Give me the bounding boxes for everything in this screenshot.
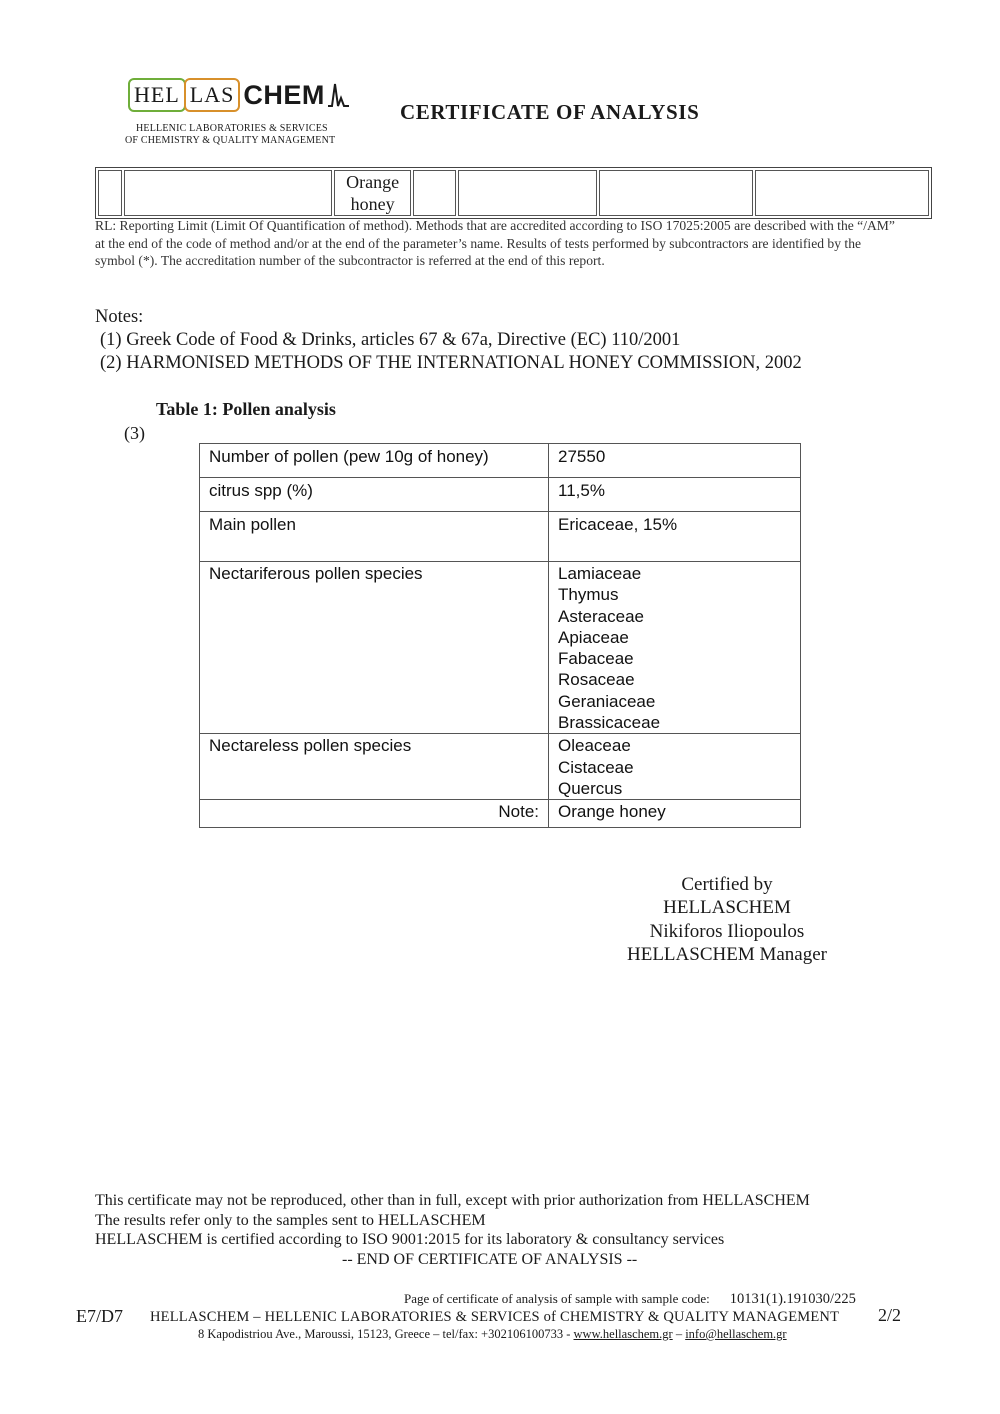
certification-block — [612, 873, 842, 966]
table-cell — [458, 170, 597, 216]
certified-by-label: Certified by — [681, 874, 773, 895]
species-item: Cistaceae — [558, 757, 634, 777]
logo-subtitle-1: HELLENIC LABORATORIES & SERVICES — [136, 123, 328, 134]
table-title: Table 1: Pollen analysis — [156, 399, 336, 419]
note-item: (2) HARMONISED METHODS OF THE INTERNATIONAL HONEY COMMISSION, 2002 — [100, 353, 802, 373]
species-item: Oleaceae — [558, 736, 631, 756]
row-value: Ericaceae, 15% — [549, 512, 801, 562]
note-item: (1) Greek Code of Food & Drinks, articles 67 & 67a, Directive (EC) 110/2001 — [100, 330, 681, 350]
row-label: Main pollen — [200, 512, 549, 562]
certifier-company: HELLASCHEM — [663, 897, 791, 919]
footer-line: This certificate may not be reproduced, other than in full, except with prior authorization from HELLASCHEM — [95, 1192, 810, 1209]
table-cell — [413, 170, 456, 216]
species-item: Apiaceae — [558, 627, 629, 647]
species-item: Rosaceae — [558, 670, 635, 690]
species-item: Lamiaceae — [558, 564, 642, 583]
footer-line: The results refer only to the samples sent to HELLASCHEM — [95, 1211, 486, 1229]
note-value: Orange honey — [549, 800, 801, 828]
logo-box-green: HEL — [128, 78, 186, 112]
logo-box-orange: LAS — [184, 78, 241, 112]
notes-section — [95, 306, 802, 375]
table-reference: (3) — [124, 423, 145, 443]
footer-disclaimer — [95, 1191, 810, 1269]
document-title: CERTIFICATE OF ANALYSIS — [400, 100, 700, 124]
table-row-note — [200, 800, 801, 828]
certifier-title: HELLASCHEM Manager — [627, 943, 827, 965]
company-address — [198, 1327, 787, 1342]
sample-code-label: Page of certificate of analysis of sample with sample code: — [404, 1291, 710, 1306]
reporting-limit-note: RL: Reporting Limit (Limit Of Quantification of method). Methods that are accredited according to ISO 17025:2005 are described with the “/AM” at the end of the code of method and/or at the end of the parameter’s name. Results of tests performed by subcontractors are identified by the symbol (*). The accreditation number of the subcontractor is referred at the end of this report. — [95, 218, 895, 268]
species-item: Geraniaceae — [558, 691, 656, 711]
table-cell — [755, 170, 929, 216]
row-value: 11,5% — [549, 478, 801, 512]
logo-subtitle-2: OF CHEMISTRY & QUALITY MANAGEMENT — [125, 135, 336, 146]
row-value: 27550 — [549, 444, 801, 478]
sample-code-line — [404, 1291, 856, 1308]
table-row-nectariferous — [200, 562, 801, 734]
table-row — [200, 512, 801, 562]
sample-code: 10131(1).191030/225 — [729, 1291, 856, 1307]
notes-heading: Notes: — [95, 307, 144, 327]
note-label: Note: — [200, 800, 549, 828]
row-label: citrus spp (%) — [200, 478, 549, 512]
email-link[interactable]: info@hellaschem.gr — [685, 1327, 787, 1341]
results-table-fragment — [95, 167, 932, 219]
row-label: Number of pollen (pew 10g of honey) — [200, 444, 549, 478]
footer-line: HELLASCHEM is certified according to ISO 9001:2015 for its laboratory & consultancy services — [95, 1231, 725, 1248]
species-item: Asteraceae — [558, 606, 644, 626]
species-item: Thymus — [558, 585, 619, 605]
table-row-nectareless — [200, 734, 801, 800]
species-item: Brassicaceae — [558, 713, 661, 733]
end-of-certificate: -- END OF CERTIFICATE OF ANALYSIS -- — [342, 1250, 638, 1268]
address-text: 8 Kapodistriou Ave., Maroussi, 15123, Greece – tel/fax: +302106100733 - — [198, 1327, 574, 1341]
row-label: Nectareless pollen species — [200, 734, 549, 800]
company-name: HELLASCHEM – HELLENIC LABORATORIES & SERVICES of CHEMISTRY & QUALITY MANAGEMENT — [150, 1309, 840, 1325]
table-cell — [124, 170, 332, 216]
table-cell-sample: Orange honey — [334, 170, 411, 216]
table-cell — [599, 170, 753, 216]
page-number: 2/2 — [878, 1305, 902, 1325]
table-row — [98, 170, 929, 216]
edition-code: E7/D7 — [76, 1306, 123, 1326]
table-row — [200, 478, 801, 512]
logo-wave-icon — [327, 80, 353, 110]
nectareless-species-list — [549, 734, 801, 800]
table-row — [200, 444, 801, 478]
pollen-analysis-table — [199, 443, 801, 828]
website-link[interactable]: www.hellaschem.gr — [573, 1327, 673, 1341]
certifier-name: Nikiforos Iliopoulos — [649, 920, 805, 942]
company-logo — [125, 74, 343, 146]
species-item: Fabaceae — [558, 649, 634, 669]
logo-chem: CHEM — [243, 79, 325, 110]
table-cell — [98, 170, 122, 216]
species-item: Quercus — [558, 778, 623, 798]
address-separator: – — [672, 1327, 686, 1341]
nectariferous-species-list — [549, 562, 801, 734]
row-label: Nectariferous pollen species — [200, 562, 549, 734]
